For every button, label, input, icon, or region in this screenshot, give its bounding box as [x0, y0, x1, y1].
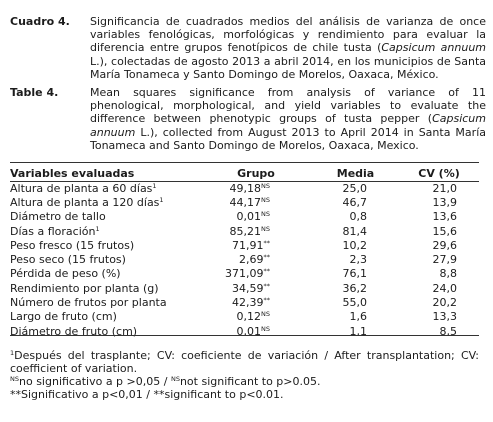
grupo-value: 34,59 [232, 281, 264, 295]
cell-media: 46,7 [342, 195, 367, 209]
cell-cv: 29,6 [432, 238, 457, 252]
table-row [10, 210, 479, 224]
significance-marker: ** [263, 238, 270, 247]
species-name: Capsicum annuum [90, 112, 486, 139]
caption-label: Table 4. [10, 86, 59, 99]
table-body [10, 181, 479, 338]
cell-variable [10, 238, 200, 252]
variable-name: Altura de planta a 120 días [10, 195, 160, 209]
table-row [10, 295, 479, 309]
grupo-value: 371,09 [225, 267, 264, 281]
footnote-marker: NS [10, 375, 19, 383]
table-bottom-rule [10, 335, 479, 336]
species-name: Capsicum annuum [381, 41, 487, 55]
significance-marker: NS [261, 224, 270, 233]
cell-grupo [200, 324, 312, 338]
variable-footnote-marker: 1 [159, 195, 164, 204]
cell-media: 1,1 [349, 324, 367, 338]
footnote-ns [10, 375, 479, 388]
grupo-value: 42,39 [232, 296, 264, 310]
cell-grupo [200, 267, 312, 281]
cell-variable [10, 267, 200, 281]
header-grupo: Grupo [237, 167, 275, 180]
cell-cv: 13,6 [432, 210, 457, 224]
significance-marker: NS [261, 210, 270, 219]
caption-text-part: Significancia de cuadrados medios del análisis de varianza de once variables fenológicas, morfológicas y rendimiento para evaluar la diferencia entre grupos fenotípicos de chile tusta ( [90, 15, 486, 55]
cell-media: 10,2 [342, 238, 367, 252]
table-row [10, 324, 479, 338]
cell-grupo [200, 310, 312, 324]
caption-text [90, 86, 486, 152]
cell-variable [10, 195, 200, 209]
footnote-1 [10, 349, 479, 375]
caption-en [10, 86, 486, 152]
cell-cv: 21,0 [432, 181, 457, 195]
footnote-text: Después del trasplante; CV: coeficiente de variación / After transplantation; CV: coefficient of variation. [10, 349, 479, 375]
header-variables: Variables evaluadas [10, 167, 135, 180]
footnote-text: not significant to p>0.05. [179, 375, 321, 388]
grupo-value: 2,69 [239, 253, 264, 267]
cell-media: 2,3 [349, 253, 367, 267]
header-cv: CV (%) [418, 167, 460, 180]
cell-variable [10, 310, 200, 324]
cell-cv: 15,6 [432, 224, 457, 238]
caption-text-part: L.), collected from August 2013 to April 2014 in Santa María Tonameca and Santo Domingo de Morelos, Oaxaca, Mexico. [90, 125, 486, 152]
caption-es [10, 15, 486, 81]
cell-grupo [200, 210, 312, 224]
significance-marker: ** [263, 281, 270, 290]
table-top-rule [10, 162, 479, 163]
grupo-value: 85,21 [229, 224, 261, 238]
table-row [10, 252, 479, 266]
cell-media: 81,4 [342, 224, 367, 238]
cell-grupo [200, 281, 312, 295]
grupo-value: 71,91 [232, 238, 264, 252]
significance-marker: NS [261, 181, 270, 190]
cell-media: 25,0 [342, 181, 367, 195]
cell-grupo [200, 181, 312, 195]
caption-text [90, 15, 486, 81]
cell-cv: 13,3 [432, 310, 457, 324]
cell-cv: 24,0 [432, 281, 457, 295]
variable-name: Peso seco (15 frutos) [10, 253, 126, 267]
cell-variable [10, 224, 200, 238]
cell-grupo [200, 224, 312, 238]
variable-name: Número de frutos por planta [10, 296, 167, 310]
significance-marker: ** [263, 267, 270, 276]
significance-marker: NS [261, 195, 270, 204]
cell-grupo [200, 252, 312, 266]
table-row [10, 238, 479, 252]
cell-variable [10, 281, 200, 295]
cell-cv: 13,9 [432, 195, 457, 209]
table-row [10, 224, 479, 238]
variable-footnote-marker: 1 [152, 181, 157, 190]
cell-grupo [200, 238, 312, 252]
footnote-marker: 1 [10, 349, 15, 357]
cell-variable [10, 252, 200, 266]
cell-variable [10, 295, 200, 309]
cell-grupo [200, 195, 312, 209]
grupo-value: 49,18 [229, 181, 261, 195]
grupo-value: 0,12 [236, 310, 261, 324]
cell-cv: 8,5 [439, 324, 457, 338]
grupo-value: 0,01 [236, 324, 261, 338]
table-row [10, 195, 479, 209]
caption-label: Cuadro 4. [10, 15, 70, 28]
significance-marker: ** [263, 253, 270, 262]
variable-name: Días a floración [10, 224, 96, 238]
cell-variable [10, 181, 200, 195]
cell-variable [10, 324, 200, 338]
table-row [10, 310, 479, 324]
variable-name: Pérdida de peso (%) [10, 267, 121, 281]
table-row [10, 267, 479, 281]
footnote-text: no significativo a p >0,05 / [19, 375, 171, 388]
variable-name: Altura de planta a 60 días [10, 181, 153, 195]
significance-marker: NS [261, 310, 270, 319]
cell-media: 55,0 [342, 296, 367, 310]
table-row [10, 281, 479, 295]
caption-text-part: L.), colectadas de agosto 2013 a abril 2014, en los municipios de Santa María Tonameca y Santo Domingo de Morelos, Oaxaca, México. [90, 54, 486, 81]
header-media: Media [336, 167, 375, 180]
footnote-significance: **Significativo a p<0,01 / **significant to p<0.01. [10, 388, 284, 401]
variable-name: Rendimiento por planta (g) [10, 281, 159, 295]
variable-name: Diámetro de tallo [10, 210, 106, 224]
grupo-value: 0,01 [236, 210, 261, 224]
cell-media: 0,8 [349, 210, 367, 224]
cell-media: 76,1 [342, 267, 367, 281]
footnote-marker: NS [170, 375, 180, 383]
cell-media: 36,2 [342, 281, 367, 295]
significance-marker: NS [261, 324, 270, 333]
variable-name: Diámetro de fruto (cm) [10, 324, 138, 338]
cell-media: 1,6 [349, 310, 367, 324]
table-header-row [10, 166, 479, 181]
table-row [10, 181, 479, 195]
variable-name: Peso fresco (15 frutos) [10, 238, 135, 252]
variable-footnote-marker: 1 [95, 224, 100, 233]
cell-cv: 8,8 [439, 267, 457, 281]
footnotes [10, 349, 479, 401]
significance-marker: ** [263, 296, 270, 305]
cell-variable [10, 210, 200, 224]
variable-name: Largo de fruto (cm) [10, 310, 117, 324]
cell-cv: 27,9 [432, 253, 457, 267]
cell-grupo [200, 295, 312, 309]
results-table [10, 166, 479, 338]
grupo-value: 44,17 [229, 195, 261, 209]
cell-cv: 20,2 [432, 296, 457, 310]
caption-text-part: Mean squares significance from analysis of variance of 11 phenological, morphological, and yield variables to evaluate the difference between phenotypic groups of tusta pepper ( [90, 86, 486, 126]
